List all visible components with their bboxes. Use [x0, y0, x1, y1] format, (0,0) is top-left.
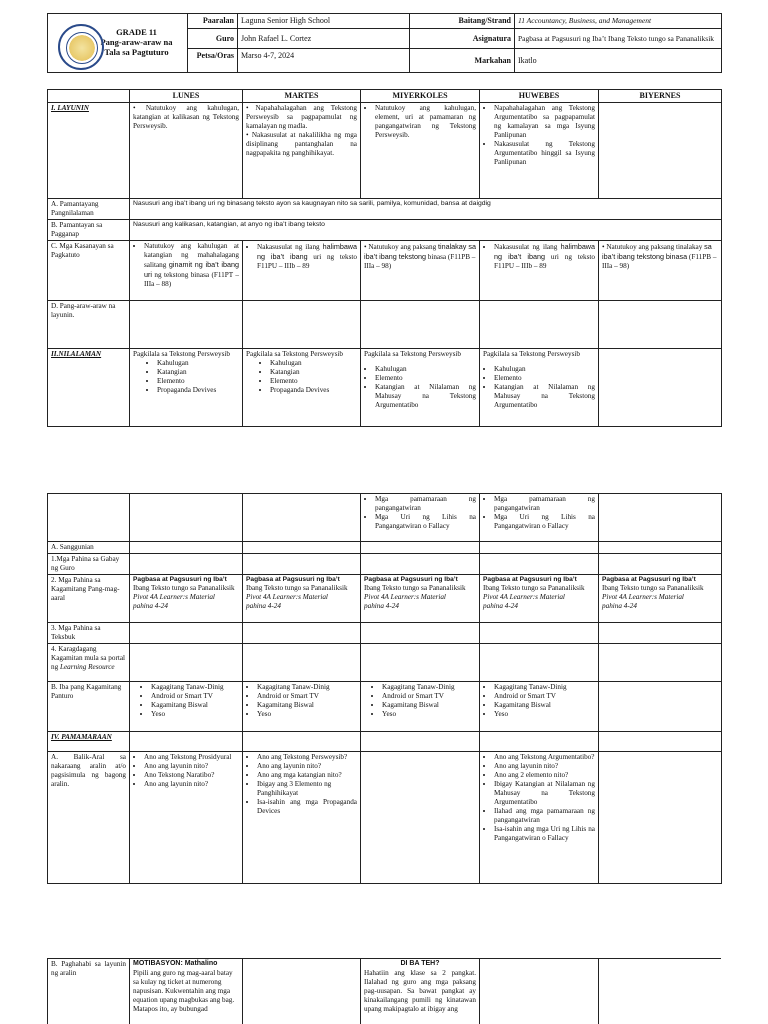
- nilalaman-martes: [243, 349, 361, 427]
- balik-lunes-item: • Ano ang layunin nito?: [144, 780, 239, 789]
- iba-martes: [243, 682, 361, 732]
- balik-martes-item: • Ibigay ang 3 Elemento ng Panghihikayat: [257, 780, 357, 798]
- pamamaraan-label: IV. PAMAMARAAN: [48, 732, 130, 752]
- karagdagang-martes: [243, 644, 361, 682]
- header-block: [47, 13, 721, 70]
- nilalaman-lunes-head: Pagkilala sa Tekstong Persweysib: [133, 350, 230, 358]
- nilalaman-lunes-item: • Propaganda Devives: [157, 386, 239, 395]
- iba-miyerkoles-item: • Android or Smart TV: [382, 692, 476, 701]
- nilalaman-martes-item: • Kahulugan: [270, 359, 357, 368]
- balik-huwebes-item: • Ano ang Tekstong Argumentatibo?: [494, 753, 595, 762]
- iba-martes-item: • Kagagitang Tanaw-Dinig: [257, 683, 357, 692]
- subtitle-line1: Pang-araw-araw na: [100, 37, 173, 48]
- paaralan-value: Laguna Senior High School: [238, 14, 410, 29]
- baitang-value: 11 Accountancy, Business, and Management: [515, 14, 722, 29]
- main-table-3: [47, 958, 721, 1024]
- iba-lunes: [130, 682, 243, 732]
- balik-huwebes-item: • Isa-isahin ang mga Uri ng Lihis na Pangangatwiran o Fallacy: [494, 825, 595, 843]
- nilalaman-huwebes-item: • Kahulugan: [494, 365, 595, 374]
- balik-martes-item: • Ano ang Tekstong Persweysib?: [257, 753, 357, 762]
- nilalaman-huwebes-head: Pagkilala sa Tekstong Persweysib: [483, 350, 580, 358]
- cont-huwebes: [480, 494, 599, 542]
- layunin-huwebes-item-2: • Nakasusulat ng Tekstong Argumentatibo hinggil sa Isyung Panlipunan: [494, 140, 595, 167]
- iba-lunes-item: • Kagagitang Tanaw-Dinig: [151, 683, 239, 692]
- guro-label: Guro: [188, 29, 238, 49]
- kasanayan-huwebes-a: Nakasusulat ng ilang: [494, 243, 558, 251]
- kag-biyernes-line3: Pivot 4A Learner:s Material: [602, 593, 684, 602]
- kag-lunes-line3: Pivot 4A Learner:s Material: [133, 593, 215, 602]
- dibateh-title: DI BA TEH?: [400, 960, 440, 967]
- teksbuk-martes: [243, 623, 361, 644]
- pamamaraan-biyernes: [599, 732, 722, 752]
- kasanayan-martes-a: Nakasusulat ng ilang: [257, 243, 320, 251]
- kasanayan-martes-c: uri ng teksto F11PU – IIIb – 89: [257, 253, 357, 270]
- nilalaman-lunes-item: • Kahulugan: [157, 359, 239, 368]
- balik-label: A. Balik-Aral sa nakaraang aralin at/o pagsisimula ng bagong aralin.: [48, 752, 130, 884]
- kagamitang-huwebes: [480, 575, 599, 623]
- main-table-block-1: [47, 89, 721, 427]
- nilalaman-miyerkoles-item: • Elemento: [375, 374, 476, 383]
- pagganap-value: Nasusuri ang kalikasan, katangian, at anyo ng iba’t ibang teksto: [130, 220, 722, 241]
- kag-martes-line1: Pagbasa at Pagsusuri ng Iba’t: [246, 576, 340, 583]
- balik-huwebes: [480, 752, 599, 884]
- layunin-huwebes-item-1: • Napahahalagahan ang Tekstong Argumentatibo sa pagpapamulat ng kamalayan sa mga Isyung Panlipunan: [494, 104, 595, 140]
- pang-araw-miyerkoles: [361, 301, 480, 349]
- kag-lunes-line4: pahina 4-24: [133, 602, 168, 611]
- sanggunian-huwebes: [480, 542, 599, 554]
- kasanayan-huwebes-b: halimbawa ng iba’t ibang: [494, 242, 595, 261]
- iba-huwebes-item: • Android or Smart TV: [494, 692, 595, 701]
- gabay-lunes: [130, 554, 243, 575]
- gabay-label: 1.Mga Pahina sa Gabay ng Guro: [48, 554, 130, 575]
- kagamitang-miyerkoles: [361, 575, 480, 623]
- pang-araw-biyernes: [599, 301, 722, 349]
- iba-lunes-item: • Kagamitang Biswal: [151, 701, 239, 710]
- kagamitang-label: 2. Mga Pahina sa Kagamitang Pang-mag-aaral: [48, 575, 130, 623]
- balik-biyernes: [599, 752, 722, 884]
- iba-lunes-item: • Android or Smart TV: [151, 692, 239, 701]
- paaralan-label: Paaralan: [188, 14, 238, 29]
- nilalaman-label: II.NILALAMAN: [48, 349, 130, 427]
- baitang-label: Baitang/Strand: [410, 14, 515, 29]
- balik-huwebes-item: • Ano ang layunin nito?: [494, 762, 595, 771]
- main-table-block-3: [47, 958, 721, 1024]
- kasanayan-lunes-c: ng tekstong binasa (F11PT – IIIa – 88): [144, 271, 239, 288]
- balik-huwebes-item: • Ibigay Katangian at Nilalaman ng Mahusay na Tekstong Argumentatibo: [494, 780, 595, 807]
- asignatura-value: Pagbasa at Pagsusuri ng Iba’t Ibang Teksto tungo sa Pananaliksik: [515, 29, 722, 49]
- header-table: [47, 13, 722, 73]
- sanggunian-label: A. Sanggunian: [48, 542, 130, 554]
- karagdagang-label-1: 4. Karagdagang Kagamitan mula sa portal ng: [51, 645, 126, 671]
- gabay-martes: [243, 554, 361, 575]
- iba-huwebes: [480, 682, 599, 732]
- pamantayang-value: Nasusuri ang iba’t ibang uri ng binasang teksto ayon sa kaugnayan nito sa sarili, pamilya, komunidad, bansa at daigdig: [130, 199, 722, 220]
- kag-lunes-line2: Ibang Teksto tungo sa Pananaliksik: [133, 584, 235, 593]
- layunin-martes-2: • Nakasusulat at nakalilikha ng mga disiplinang pantanghalan na nagpapakita ng panghihikayat.: [246, 131, 357, 157]
- kasanayan-biyernes-a: • Natutukoy ang paksang tinalakay: [602, 243, 703, 251]
- paghahabi-lunes: [130, 959, 243, 1024]
- kasanayan-martes: [243, 241, 361, 301]
- kasanayan-huwebes-c: uri ng teksto F11PU – IIIb – 89: [494, 253, 596, 270]
- karagdagang-lunes: [130, 644, 243, 682]
- kasanayan-lunes-a: Natutukoy ang kahulugan at katangian ng mahahalagang salitang: [144, 242, 239, 269]
- kag-martes-line2: Ibang Teksto tungo sa Pananaliksik: [246, 584, 348, 593]
- cont-huwebes-item: • Mga pamamaraan ng pangangatwiran: [494, 495, 595, 513]
- kagamitang-lunes: [130, 575, 243, 623]
- nilalaman-huwebes-item: • Elemento: [494, 374, 595, 383]
- karagdagang-huwebes: [480, 644, 599, 682]
- layunin-lunes: • Natutukoy ang kahulugan, katangian at kalikasan ng Tekstong Persweysib.: [130, 103, 243, 199]
- iba-miyerkoles: [361, 682, 480, 732]
- iba-martes-item: • Yeso: [257, 710, 357, 719]
- markahan-value: Ikatlo: [515, 49, 722, 73]
- kagamitang-biyernes: [599, 575, 722, 623]
- layunin-huwebes: [480, 103, 599, 199]
- kasanayan-label: C. Mga Kasanayan sa Pagkatuto: [48, 241, 130, 301]
- kag-martes-line4: pahina 4-24: [246, 602, 281, 611]
- layunin-label: I. LAYUNIN: [48, 103, 130, 199]
- iba-label: B. Iba pang Kagamitang Panturo: [48, 682, 130, 732]
- nilalaman-martes-head: Pagkilala sa Tekstong Persweysib: [246, 350, 343, 358]
- iba-miyerkoles-item: • Kagamitang Biswal: [382, 701, 476, 710]
- balik-martes-item: • Isa-isahin ang mga Propaganda Devices: [257, 798, 357, 816]
- header-logo-cell: [48, 14, 188, 73]
- layunin-miyerkoles-item: • Natutukoy ang kahulugan, element, uri at pamamaran ng pangangatwiran ng Tekstong Persweysib.: [375, 104, 476, 140]
- pamamaraan-huwebes: [480, 732, 599, 752]
- pamamaraan-lunes: [130, 732, 243, 752]
- teksbuk-miyerkoles: [361, 623, 480, 644]
- nilalaman-miyerkoles-head: Pagkilala sa Tekstong Persweysib: [364, 350, 461, 358]
- dibateh-text: Hahatiin ang klase sa 2 pangkat. Ilalahad ng guro ang mga paksang pag-uusapan. Sa bawat pangkat ay kinakailangang pumili ng kinatawan upang makipagtalo at ibigay ang: [364, 968, 476, 1013]
- nilalaman-martes-item: • Elemento: [270, 377, 357, 386]
- sanggunian-lunes: [130, 542, 243, 554]
- cont-label: [48, 494, 130, 542]
- cont-martes: [243, 494, 361, 542]
- corner-cell: [48, 90, 130, 103]
- balik-miyerkoles: [361, 752, 480, 884]
- paghahabi-label: B. Paghahabi sa layunin ng aralin: [48, 959, 130, 1024]
- kag-martes-line3: Pivot 4A Learner:s Material: [246, 593, 328, 602]
- cont-lunes: [130, 494, 243, 542]
- iba-martes-item: • Android or Smart TV: [257, 692, 357, 701]
- balik-lunes-item: • Ano ang layunin nito?: [144, 762, 239, 771]
- iba-huwebes-item: • Kagamitang Biswal: [494, 701, 595, 710]
- iba-biyernes: [599, 682, 722, 732]
- sanggunian-miyerkoles: [361, 542, 480, 554]
- kag-biyernes-line4: pahina 4-24: [602, 602, 637, 611]
- nilalaman-lunes-item: • Elemento: [157, 377, 239, 386]
- kag-biyernes-line1: Pagbasa at Pagsusuri ng Iba’t: [602, 576, 696, 583]
- motibasyon-title: MOTIBASYON: Mathalino: [133, 960, 218, 967]
- paghahabi-huwebes: [480, 959, 599, 1024]
- nilalaman-miyerkoles-item: • Kahulugan: [375, 365, 476, 374]
- deped-seal-icon: [58, 24, 104, 70]
- paghahabi-biyernes: [599, 959, 722, 1024]
- asignatura-label: Asignatura: [410, 29, 515, 49]
- kasanayan-lunes-b: ginamit ng iba’t ibang uri: [144, 260, 239, 279]
- nilalaman-lunes-item: • Katangian: [157, 368, 239, 377]
- iba-miyerkoles-item: • Yeso: [382, 710, 476, 719]
- karagdagang-miyerkoles: [361, 644, 480, 682]
- nilalaman-huwebes-item: • Katangian at Nilalaman ng Mahusay na Tekstong Argumentatibo: [494, 383, 595, 410]
- kasanayan-huwebes-item: [494, 242, 595, 271]
- gabay-huwebes: [480, 554, 599, 575]
- cont-huwebes-item: • Mga Uri ng Lihis na Pangangatwiran o Fallacy: [494, 513, 595, 531]
- teksbuk-lunes: [130, 623, 243, 644]
- pamamaraan-martes: [243, 732, 361, 752]
- balik-huwebes-item: • Ilahad ang mga pamamaraan ng pangangatwiran: [494, 807, 595, 825]
- gabay-biyernes: [599, 554, 722, 575]
- day-lunes: LUNES: [130, 90, 243, 103]
- grade-label: GRADE 11: [116, 27, 157, 38]
- teksbuk-biyernes: [599, 623, 722, 644]
- main-table-block-2: [47, 493, 721, 884]
- kasanayan-lunes-item: [144, 242, 239, 289]
- kagamitang-martes: [243, 575, 361, 623]
- kasanayan-huwebes: [480, 241, 599, 301]
- kag-huwebes-line2: Ibang Teksto tungo sa Pananaliksik: [483, 584, 585, 593]
- motibasyon-text: Pipili ang guro ng mag-aaral batay sa kulay ng ticket at numerong napusisan. Kukwentahin ang mga equation upang magbukas ang bag. Matapos ito, ay bubungad: [133, 968, 235, 1013]
- sanggunian-biyernes: [599, 542, 722, 554]
- petsa-label: Petsa/Oras: [188, 49, 238, 73]
- nilalaman-miyerkoles: [361, 349, 480, 427]
- cont-biyernes: [599, 494, 722, 542]
- pamamaraan-miyerkoles: [361, 732, 480, 752]
- pang-araw-huwebes: [480, 301, 599, 349]
- paghahabi-martes: [243, 959, 361, 1024]
- nilalaman-huwebes: [480, 349, 599, 427]
- paghahabi-miyerkoles: [361, 959, 480, 1024]
- kasanayan-biyernes-c: (F11PB – IIIa – 98): [602, 253, 717, 270]
- karagdagang-label-2: Learning Resource: [59, 663, 115, 671]
- layunin-miyerkoles: [361, 103, 480, 199]
- kag-lunes-line1: Pagbasa at Pagsusuri ng Iba’t: [133, 576, 227, 583]
- main-table-2: [47, 493, 722, 884]
- day-miyerkoles: MIYERKOLES: [361, 90, 480, 103]
- nilalaman-martes-item: • Katangian: [270, 368, 357, 377]
- balik-lunes-item: • Ano ang Tekstong Prosidyural: [144, 753, 239, 762]
- cont-miyerkoles: [361, 494, 480, 542]
- pang-araw-martes: [243, 301, 361, 349]
- pamantayang-label: A. Pamantayang Pangnilalaman: [48, 199, 130, 220]
- balik-lunes: [130, 752, 243, 884]
- teksbuk-huwebes: [480, 623, 599, 644]
- balik-huwebes-item: • Ano ang 2 elemento nito?: [494, 771, 595, 780]
- balik-martes: [243, 752, 361, 884]
- teksbuk-label: 3. Mga Pahina sa Teksbuk: [48, 623, 130, 644]
- kag-huwebes-line4: pahina 4-24: [483, 602, 518, 611]
- iba-miyerkoles-item: • Kagagitang Tanaw-Dinig: [382, 683, 476, 692]
- iba-huwebes-item: • Kagagitang Tanaw-Dinig: [494, 683, 595, 692]
- karagdagang-biyernes: [599, 644, 722, 682]
- pang-araw-label: D. Pang-araw-araw na layunin.: [48, 301, 130, 349]
- balik-lunes-item: • Ano Tekstong Naratibo?: [144, 771, 239, 780]
- sanggunian-martes: [243, 542, 361, 554]
- kasanayan-martes-b: halimbawa ng iba’t ibang: [257, 242, 357, 261]
- nilalaman-martes-item: • Propaganda Devives: [270, 386, 357, 395]
- gabay-miyerkoles: [361, 554, 480, 575]
- cont-miyerkoles-item: • Mga Uri ng Lihis na Pangangatwiran o Fallacy: [375, 513, 476, 531]
- kag-miyerkoles-line4: pahina 4-24: [364, 602, 399, 611]
- kasanayan-miyerkoles-b: tinalakay sa iba’t ibang tekstong: [364, 242, 476, 261]
- kasanayan-martes-item: [257, 242, 357, 271]
- balik-martes-item: • Ano ang layunin nito?: [257, 762, 357, 771]
- kasanayan-miyerkoles-c: binasa (F11PB – IIIa – 98): [364, 253, 476, 270]
- layunin-martes-1: • Napahahalagahan ang Tekstong Persweysib sa pagpapamulat ng kamalayan ng madla.: [246, 104, 357, 130]
- layunin-martes: [243, 103, 361, 199]
- iba-huwebes-item: • Yeso: [494, 710, 595, 719]
- kasanayan-biyernes: [599, 241, 722, 301]
- nilalaman-lunes: [130, 349, 243, 427]
- day-martes: MARTES: [243, 90, 361, 103]
- layunin-biyernes: [599, 103, 722, 199]
- kag-miyerkoles-line3: Pivot 4A Learner:s Material: [364, 593, 446, 602]
- day-huwebes: HUWEBES: [480, 90, 599, 103]
- day-biyernes: BIYERNES: [599, 90, 722, 103]
- karagdagang-label: [48, 644, 130, 682]
- kasanayan-biyernes-b: sa iba’t ibang tekstong binasa: [602, 242, 712, 261]
- pagganap-label: B. Pamantayan sa Pagganap: [48, 220, 130, 241]
- kag-huwebes-line1: Pagbasa at Pagsusuri ng Iba’t: [483, 576, 577, 583]
- petsa-value: Marso 4-7, 2024: [238, 49, 410, 73]
- kasanayan-miyerkoles-a: • Natutukoy ang paksang: [364, 243, 437, 251]
- pang-araw-lunes: [130, 301, 243, 349]
- kasanayan-lunes: [130, 241, 243, 301]
- kag-huwebes-line3: Pivot 4A Learner:s Material: [483, 593, 565, 602]
- main-table-1: [47, 89, 722, 427]
- cont-miyerkoles-item: • Mga pamamaraan ng pangangatwiran: [375, 495, 476, 513]
- balik-martes-item: • Ano ang mga katangian nito?: [257, 771, 357, 780]
- kag-miyerkoles-line1: Pagbasa at Pagsusuri ng Iba’t: [364, 576, 458, 583]
- nilalaman-miyerkoles-item: • Katangian at Nilalaman ng Mahusay na Tekstong Argumentatibo: [375, 383, 476, 410]
- nilalaman-biyernes: [599, 349, 722, 427]
- subtitle-line2: Tala sa Pagtuturo: [104, 46, 169, 57]
- kag-biyernes-line2: Ibang Teksto tungo sa Pananaliksik: [602, 584, 704, 593]
- kasanayan-miyerkoles: [361, 241, 480, 301]
- guro-value: John Rafael L. Cortez: [238, 29, 410, 49]
- iba-martes-item: • Kagamitang Biswal: [257, 701, 357, 710]
- markahan-label: Markahan: [410, 49, 515, 73]
- iba-lunes-item: • Yeso: [151, 710, 239, 719]
- kag-miyerkoles-line2: Ibang Teksto tungo sa Pananaliksik: [364, 584, 466, 593]
